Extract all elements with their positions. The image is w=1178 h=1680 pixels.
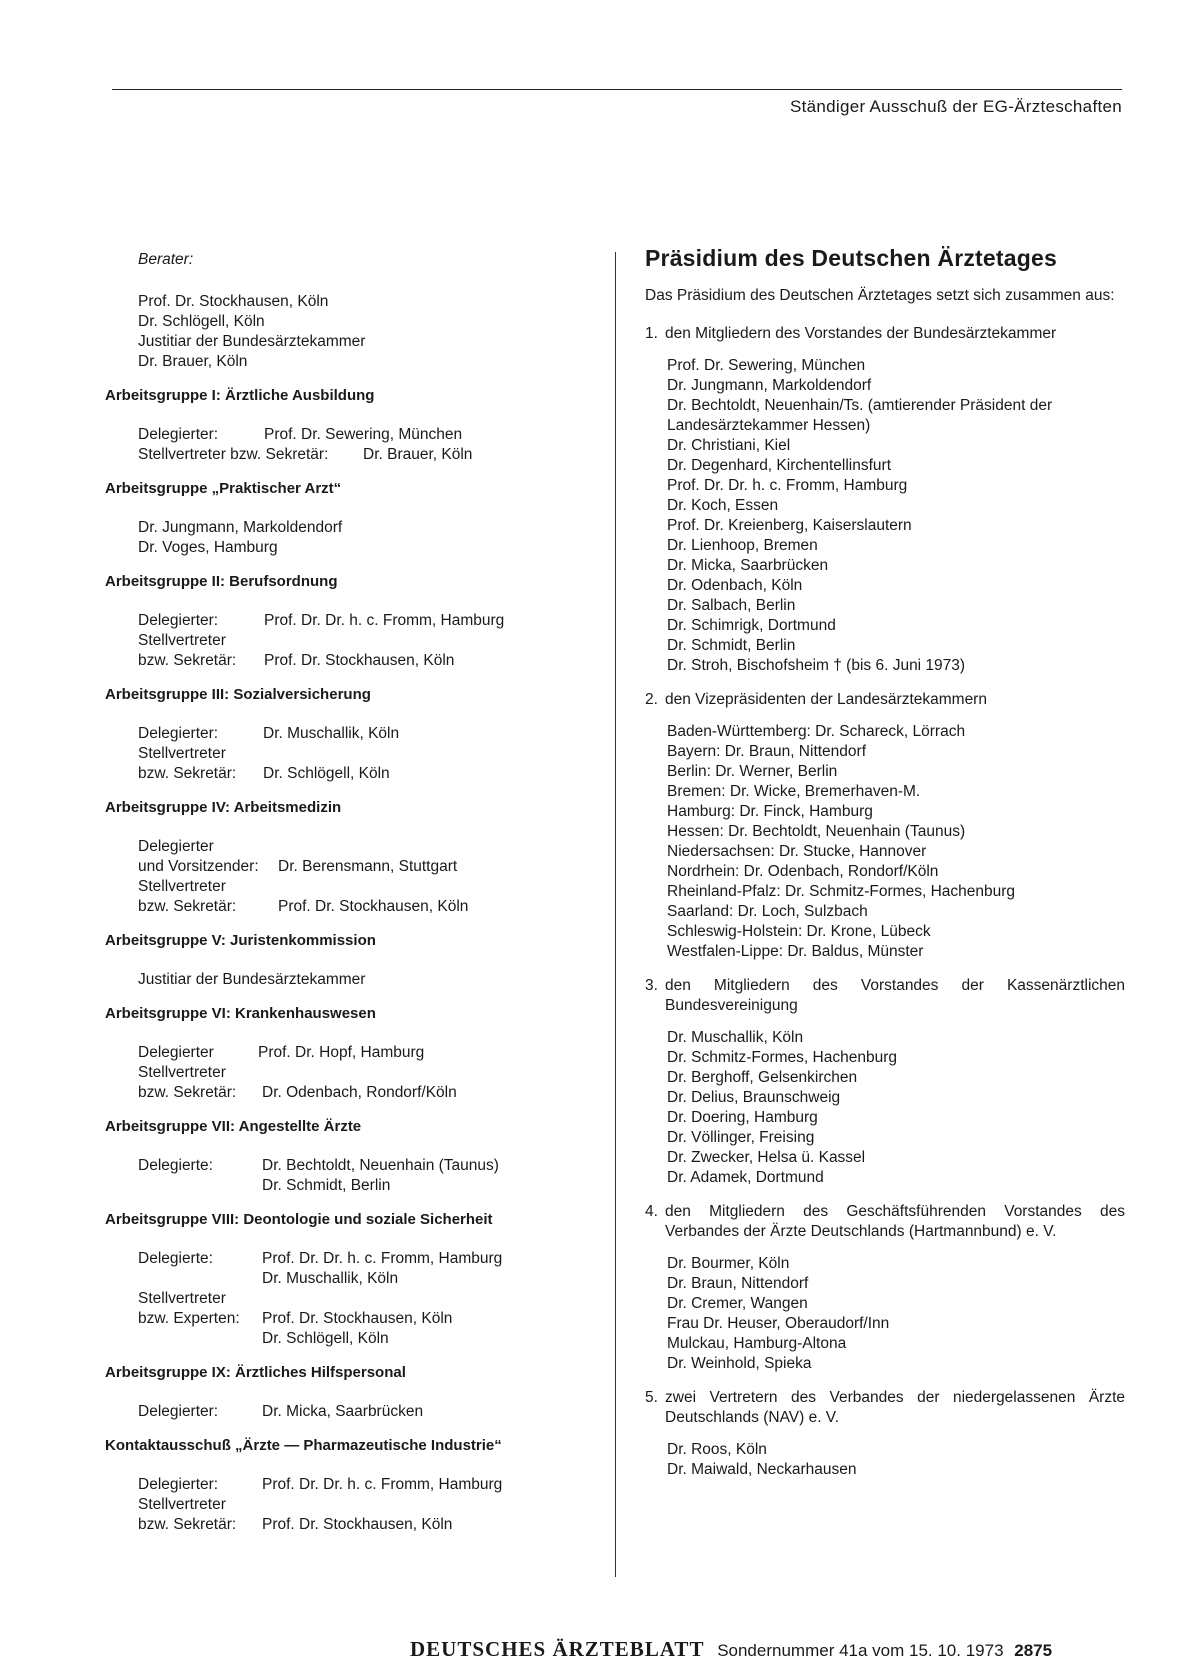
role-label: bzw. Sekretär: bbox=[138, 652, 237, 669]
member-name bbox=[264, 631, 605, 651]
section-text: zwei Vertretern des Verbandes der niedergelassenen Ärzte Deutschlands (NAV) e. V. bbox=[665, 1389, 1125, 1426]
member-name: Prof. Dr. Dr. h. c. Fromm, Hamburg bbox=[667, 477, 908, 494]
group-members bbox=[138, 425, 605, 465]
member-row bbox=[138, 1083, 605, 1103]
member-name: Bayern: Dr. Braun, Nittendorf bbox=[667, 743, 867, 760]
berater-name: Dr. Brauer, Köln bbox=[138, 353, 248, 370]
member-name bbox=[263, 744, 605, 764]
section-members bbox=[667, 1440, 1125, 1480]
berater-label: Berater: bbox=[138, 251, 194, 268]
group-members bbox=[138, 724, 605, 784]
member-name: Dr. Micka, Saarbrücken bbox=[262, 1403, 424, 1420]
member-name: Dr. Koch, Essen bbox=[667, 497, 779, 514]
section-heading bbox=[645, 324, 1125, 344]
column-divider bbox=[615, 252, 616, 1577]
section-heading bbox=[645, 690, 1125, 710]
group-members bbox=[138, 1156, 605, 1196]
member-row bbox=[138, 857, 605, 877]
member-row bbox=[138, 1495, 605, 1515]
member-name: Prof. Dr. Dr. h. c. Fromm, Hamburg bbox=[264, 612, 505, 629]
section-members bbox=[667, 1254, 1125, 1374]
member-name: Dr. Jungmann, Markoldendorf bbox=[138, 519, 343, 536]
member-row bbox=[138, 611, 605, 631]
member-name: Frau Dr. Heuser, Oberaudorf/Inn bbox=[667, 1315, 890, 1332]
group-members bbox=[138, 970, 605, 990]
section-members bbox=[667, 356, 1125, 676]
member-name: Dr. Salbach, Berlin bbox=[667, 597, 796, 614]
section-text: den Vizepräsidenten der Landesärztekammern bbox=[665, 691, 987, 708]
member-name bbox=[262, 1495, 605, 1515]
member-name: Dr. Schlögell, Köln bbox=[263, 765, 390, 782]
section-heading bbox=[645, 1388, 1125, 1428]
group-title: Arbeitsgruppe V: Juristenkommission bbox=[105, 932, 376, 949]
member-row bbox=[138, 1515, 605, 1535]
member-name: Dr. Lienhoop, Bremen bbox=[667, 537, 818, 554]
member-names bbox=[262, 1249, 605, 1289]
member-name: Prof. Dr. Hopf, Hamburg bbox=[258, 1044, 425, 1061]
group-members bbox=[138, 1043, 605, 1103]
berater-name: Justitiar der Bundesärztekammer bbox=[138, 333, 366, 350]
member-name: Rheinland-Pfalz: Dr. Schmitz-Formes, Hachenburg bbox=[667, 883, 1016, 900]
role-label: bzw. Sekretär: bbox=[138, 1516, 237, 1533]
role-label: Delegierter: bbox=[138, 612, 219, 629]
member-name: Mulckau, Hamburg-Altona bbox=[667, 1335, 847, 1352]
member-name: Dr. Schmitz-Formes, Hachenburg bbox=[667, 1049, 897, 1066]
page-number: 2875 bbox=[1014, 1641, 1053, 1660]
group-title: Kontaktausschuß „Ärzte — Pharmazeutische Industrie“ bbox=[105, 1437, 502, 1454]
journal-masthead: DEUTSCHES ÄRZTEBLATT bbox=[410, 1637, 705, 1661]
member-name: Dr. Schmidt, Berlin bbox=[667, 637, 796, 654]
role-label: Stellvertreter bbox=[138, 745, 226, 762]
composition-section bbox=[645, 976, 1125, 1188]
section-members bbox=[667, 722, 1125, 962]
member-name: Dr. Schmidt, Berlin bbox=[262, 1177, 391, 1194]
member-names bbox=[262, 1156, 605, 1196]
member-name: Hessen: Dr. Bechtoldt, Neuenhain (Taunus) bbox=[667, 823, 966, 840]
section-number: 1. bbox=[645, 325, 658, 342]
member-name: Dr. Zwecker, Helsa ü. Kassel bbox=[667, 1149, 866, 1166]
member-name: Dr. Jungmann, Markoldendorf bbox=[667, 377, 872, 394]
member-row bbox=[138, 1249, 605, 1289]
member-name: Dr. Voges, Hamburg bbox=[138, 539, 278, 556]
member-name: Dr. Roos, Köln bbox=[667, 1441, 767, 1458]
member-name: Prof. Dr. Stockhausen, Köln bbox=[262, 1516, 453, 1533]
role-label: bzw. Sekretär: bbox=[138, 765, 237, 782]
member-name: Dr. Adamek, Dortmund bbox=[667, 1169, 824, 1186]
group-members bbox=[138, 837, 605, 917]
member-row bbox=[138, 837, 605, 857]
member-name: Dr. Cremer, Wangen bbox=[667, 1295, 808, 1312]
role-label: Stellvertreter bbox=[138, 632, 226, 649]
header-rule bbox=[112, 89, 1122, 90]
member-name: Dr. Brauer, Köln bbox=[363, 446, 473, 463]
member-name: Dr. Christiani, Kiel bbox=[667, 437, 791, 454]
role-label: bzw. Sekretär: bbox=[138, 898, 237, 915]
berater-name: Dr. Schlögell, Köln bbox=[138, 313, 265, 330]
member-name: Dr. Braun, Nittendorf bbox=[667, 1275, 809, 1292]
role-label: Delegierte: bbox=[138, 1250, 213, 1267]
role-label: und Vorsitzender: bbox=[138, 858, 259, 875]
member-name: Dr. Muschallik, Köln bbox=[263, 725, 400, 742]
role-label: Delegierter: bbox=[138, 1403, 219, 1420]
member-row bbox=[138, 1156, 605, 1196]
member-row bbox=[138, 425, 605, 445]
member-name: Dr. Delius, Braunschweig bbox=[667, 1089, 841, 1106]
intro-paragraph: Das Präsidium des Deutschen Ärztetages setzt sich zusammen aus: bbox=[645, 287, 1115, 304]
group-title: Arbeitsgruppe VII: Angestellte Ärzte bbox=[105, 1118, 362, 1135]
composition-section bbox=[645, 1388, 1125, 1480]
role-label: Delegierter: bbox=[138, 426, 219, 443]
composition-section bbox=[645, 1202, 1125, 1374]
group-title: Arbeitsgruppe IX: Ärztliches Hilfspersonal bbox=[105, 1364, 406, 1381]
member-name: Prof. Dr. Kreienberg, Kaiserslautern bbox=[667, 517, 912, 534]
section-text: den Mitgliedern des Vorstandes der Kassenärztlichen Bundesvereinigung bbox=[665, 977, 1125, 1014]
member-name: Dr. Doering, Hamburg bbox=[667, 1109, 818, 1126]
section-heading bbox=[645, 976, 1125, 1016]
member-name: Prof. Dr. Stockhausen, Köln bbox=[262, 1310, 453, 1327]
section-title: Präsidium des Deutschen Ärztetages bbox=[645, 245, 1057, 271]
section-heading bbox=[645, 1202, 1125, 1242]
section-members bbox=[667, 1028, 1125, 1188]
member-row bbox=[138, 1309, 605, 1349]
member-name: Nordrhein: Dr. Odenbach, Rondorf/Köln bbox=[667, 863, 939, 880]
group-title: Arbeitsgruppe II: Berufsordnung bbox=[105, 573, 338, 590]
member-name: Prof. Dr. Sewering, München bbox=[667, 357, 866, 374]
member-name: Prof. Dr. Stockhausen, Köln bbox=[278, 898, 469, 915]
member-name: Dr. Bourmer, Köln bbox=[667, 1255, 790, 1272]
section-text: den Mitgliedern des Geschäftsführenden Vorstandes des Verbandes der Ärzte Deutschlands (Hartmannbund) e. V. bbox=[665, 1203, 1125, 1240]
member-row bbox=[138, 877, 605, 897]
group-members bbox=[138, 1475, 605, 1535]
member-name: Dr. Odenbach, Rondorf/Köln bbox=[262, 1084, 457, 1101]
member-row bbox=[138, 1402, 605, 1422]
member-name: Schleswig-Holstein: Dr. Krone, Lübeck bbox=[667, 923, 931, 940]
member-name bbox=[262, 1289, 605, 1309]
group-members bbox=[138, 611, 605, 671]
member-name: Niedersachsen: Dr. Stucke, Hannover bbox=[667, 843, 927, 860]
group-members bbox=[138, 518, 605, 558]
role-label: Stellvertreter bbox=[138, 1496, 226, 1513]
member-names bbox=[262, 1309, 605, 1349]
member-name: Prof. Dr. Stockhausen, Köln bbox=[264, 652, 455, 669]
role-label: Stellvertreter bbox=[138, 878, 226, 895]
member-row bbox=[138, 651, 605, 671]
member-row bbox=[138, 724, 605, 744]
member-name: Dr. Micka, Saarbrücken bbox=[667, 557, 829, 574]
member-row bbox=[138, 1043, 605, 1063]
member-row bbox=[138, 631, 605, 651]
member-name: Dr. Berensmann, Stuttgart bbox=[278, 858, 458, 875]
member-name: Bremen: Dr. Wicke, Bremerhaven-M. bbox=[667, 783, 921, 800]
role-label: bzw. Experten: bbox=[138, 1310, 240, 1327]
member-row bbox=[138, 764, 605, 784]
section-number: 2. bbox=[645, 691, 658, 708]
group-title: Arbeitsgruppe I: Ärztliche Ausbildung bbox=[105, 387, 375, 404]
member-row bbox=[138, 1063, 605, 1083]
member-name: Dr. Stroh, Bischofsheim † (bis 6. Juni 1973) bbox=[667, 657, 966, 674]
role-label: Delegierte: bbox=[138, 1157, 213, 1174]
member-name: Dr. Weinhold, Spieka bbox=[667, 1355, 812, 1372]
member-name: Dr. Maiwald, Neckarhausen bbox=[667, 1461, 857, 1478]
berater-list bbox=[138, 292, 605, 372]
member-row bbox=[138, 897, 605, 917]
member-row bbox=[138, 1289, 605, 1309]
member-name: Dr. Muschallik, Köln bbox=[667, 1029, 804, 1046]
member-row bbox=[138, 1475, 605, 1495]
role-label: Delegierter: bbox=[138, 725, 219, 742]
group-members bbox=[138, 1249, 605, 1349]
member-name bbox=[258, 1063, 605, 1083]
member-name: Prof. Dr. Dr. h. c. Fromm, Hamburg bbox=[262, 1250, 503, 1267]
member-name: Hamburg: Dr. Finck, Hamburg bbox=[667, 803, 873, 820]
member-name: Dr. Muschallik, Köln bbox=[262, 1270, 399, 1287]
role-label: Stellvertreter bzw. Sekretär: bbox=[138, 446, 329, 463]
composition-section bbox=[645, 690, 1125, 962]
group-title: Arbeitsgruppe III: Sozialversicherung bbox=[105, 686, 371, 703]
group-title: Arbeitsgruppe „Praktischer Arzt“ bbox=[105, 480, 342, 497]
member-name bbox=[278, 877, 605, 897]
role-label: Delegierter bbox=[138, 1044, 214, 1061]
member-name: Westfalen-Lippe: Dr. Baldus, Münster bbox=[667, 943, 924, 960]
running-header: Ständiger Ausschuß der EG-Ärzteschaften bbox=[789, 97, 1122, 116]
group-title: Arbeitsgruppe IV: Arbeitsmedizin bbox=[105, 799, 342, 816]
member-name bbox=[278, 837, 605, 857]
issue-info: Sondernummer 41a vom 15. 10. 1973 bbox=[717, 1641, 1004, 1660]
section-number: 3. bbox=[645, 977, 658, 994]
page-footer bbox=[410, 1637, 1052, 1662]
member-name: Prof. Dr. Dr. h. c. Fromm, Hamburg bbox=[262, 1476, 503, 1493]
section-text: den Mitgliedern des Vorstandes der Bundesärztekammer bbox=[665, 325, 1057, 342]
left-column bbox=[105, 250, 605, 1535]
role-label: Stellvertreter bbox=[138, 1290, 226, 1307]
member-name: Dr. Degenhard, Kirchentellinsfurt bbox=[667, 457, 892, 474]
member-name: Berlin: Dr. Werner, Berlin bbox=[667, 763, 838, 780]
member-row bbox=[138, 744, 605, 764]
member-name: Dr. Berghoff, Gelsenkirchen bbox=[667, 1069, 858, 1086]
member-name: Dr. Odenbach, Köln bbox=[667, 577, 803, 594]
member-name: Dr. Völlinger, Freising bbox=[667, 1129, 815, 1146]
section-number: 5. bbox=[645, 1389, 658, 1406]
section-number: 4. bbox=[645, 1203, 658, 1220]
role-label: Delegierter bbox=[138, 838, 214, 855]
member-name: Dr. Bechtoldt, Neuenhain (Taunus) bbox=[262, 1157, 499, 1174]
member-name: Dr. Schimrigk, Dortmund bbox=[667, 617, 836, 634]
role-label: Stellvertreter bbox=[138, 1064, 226, 1081]
composition-section bbox=[645, 324, 1125, 676]
member-name: Justitiar der Bundesärztekammer bbox=[138, 971, 366, 988]
member-name: Dr. Schlögell, Köln bbox=[262, 1330, 389, 1347]
member-row bbox=[138, 445, 605, 465]
berater-name: Prof. Dr. Stockhausen, Köln bbox=[138, 293, 329, 310]
member-name: Dr. Bechtoldt, Neuenhain/Ts. (amtierender Präsident der Landesärztekammer Hessen) bbox=[667, 397, 1053, 434]
group-members bbox=[138, 1402, 605, 1422]
role-label: bzw. Sekretär: bbox=[138, 1084, 237, 1101]
member-name: Prof. Dr. Sewering, München bbox=[264, 426, 463, 443]
role-label: Delegierter: bbox=[138, 1476, 219, 1493]
member-name: Baden-Württemberg: Dr. Schareck, Lörrach bbox=[667, 723, 966, 740]
group-title: Arbeitsgruppe VI: Krankenhauswesen bbox=[105, 1005, 376, 1022]
group-title: Arbeitsgruppe VIII: Deontologie und soziale Sicherheit bbox=[105, 1211, 493, 1228]
member-name: Saarland: Dr. Loch, Sulzbach bbox=[667, 903, 868, 920]
right-column bbox=[645, 245, 1125, 1494]
